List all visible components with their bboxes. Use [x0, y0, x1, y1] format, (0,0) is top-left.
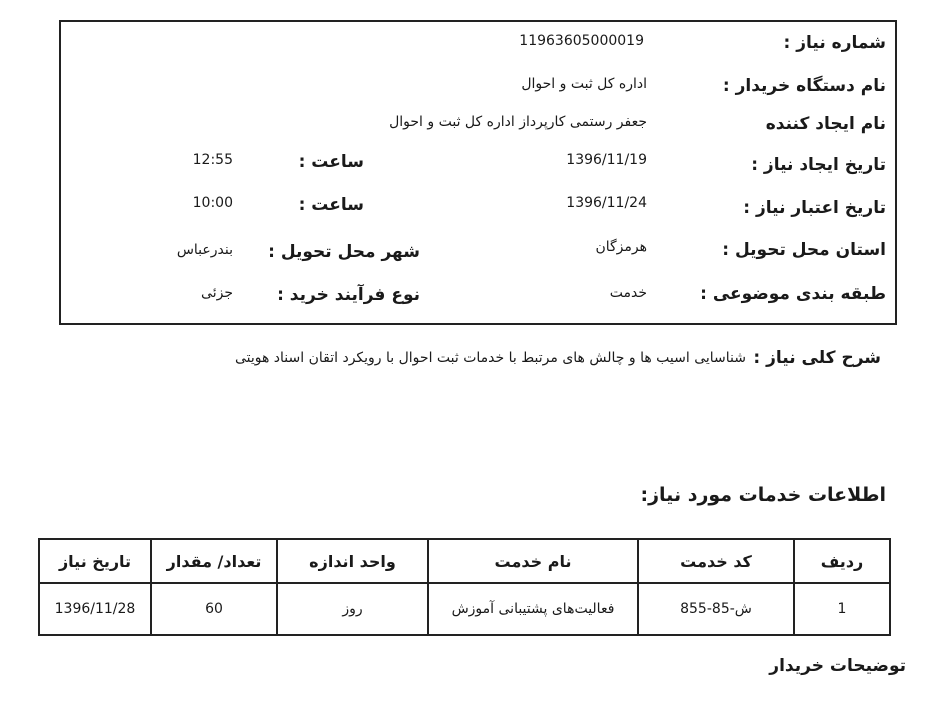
need-number-label: شماره نیاز : [783, 33, 886, 53]
table-row [39, 583, 890, 635]
validity-time-label: ساعت : [298, 195, 364, 215]
buyer-org-label: نام دستگاه خریدار : [722, 76, 886, 96]
validity-time-value: 10:00 [192, 195, 233, 211]
created-time-value: 12:55 [192, 152, 233, 168]
cell-need-date: 1396/11/28 [39, 583, 151, 635]
need-number-value: 11963605000019 [519, 33, 644, 49]
cell-row-number: 1 [794, 583, 890, 635]
creator-value: جعفر رستمی کارپرداز اداره کل ثبت و احوال [389, 114, 647, 130]
category-value: خدمت [609, 285, 647, 301]
province-value: هرمزگان [595, 239, 647, 255]
category-label: طبقه بندی موضوعی : [700, 284, 886, 304]
process-value: جزئی [201, 285, 233, 301]
column-header-quantity: تعداد/ مقدار [151, 539, 277, 583]
description-value: شناسایی اسیب ها و چالش های مرتبط با خدمات ثبت احوال با رویکرد اتقان اسناد هویتی [234, 350, 746, 366]
province-label: استان محل تحویل : [722, 240, 886, 260]
validity-date-value: 1396/11/24 [566, 195, 647, 211]
column-header-need-date: تاریخ نیاز [39, 539, 151, 583]
city-label: شهر محل تحویل : [268, 242, 420, 262]
creator-label: نام ایجاد کننده [765, 114, 886, 134]
services-table [38, 538, 891, 636]
validity-date-label: تاریخ اعتبار نیاز : [743, 198, 886, 218]
column-header-row-number: ردیف [794, 539, 890, 583]
cell-service-code: ش-85-855 [638, 583, 794, 635]
created-date-label: تاریخ ایجاد نیاز : [751, 155, 886, 175]
column-header-service-code: کد خدمت [638, 539, 794, 583]
cell-service-name: فعالیت‌های پشتیبانی آموزش [428, 583, 638, 635]
services-section-title: اطلاعات خدمات مورد نیاز: [640, 484, 886, 506]
created-time-label: ساعت : [298, 152, 364, 172]
process-label: نوع فرآیند خرید : [277, 285, 420, 305]
buyer-notes-label: توضیحات خریدار [769, 656, 906, 676]
services-table-header-row [39, 539, 890, 583]
city-value: بندرعباس [176, 242, 233, 258]
column-header-service-name: نام خدمت [428, 539, 638, 583]
cell-quantity: 60 [151, 583, 277, 635]
column-header-unit: واحد اندازه [277, 539, 428, 583]
description-label: شرح کلی نیاز : [753, 348, 881, 368]
created-date-value: 1396/11/19 [566, 152, 647, 168]
cell-unit: روز [277, 583, 428, 635]
buyer-org-value: اداره کل ثبت و احوال [521, 76, 647, 92]
